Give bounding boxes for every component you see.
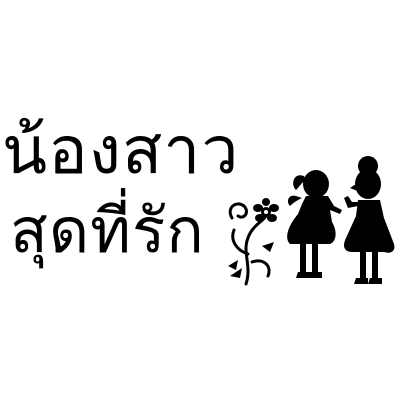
two-girls-silhouette-icon	[276, 148, 400, 288]
flower-vine-icon	[222, 196, 284, 288]
title-line-1: น้องสาว	[2, 112, 240, 189]
title-line-2: สุดที่รัก	[10, 194, 205, 267]
